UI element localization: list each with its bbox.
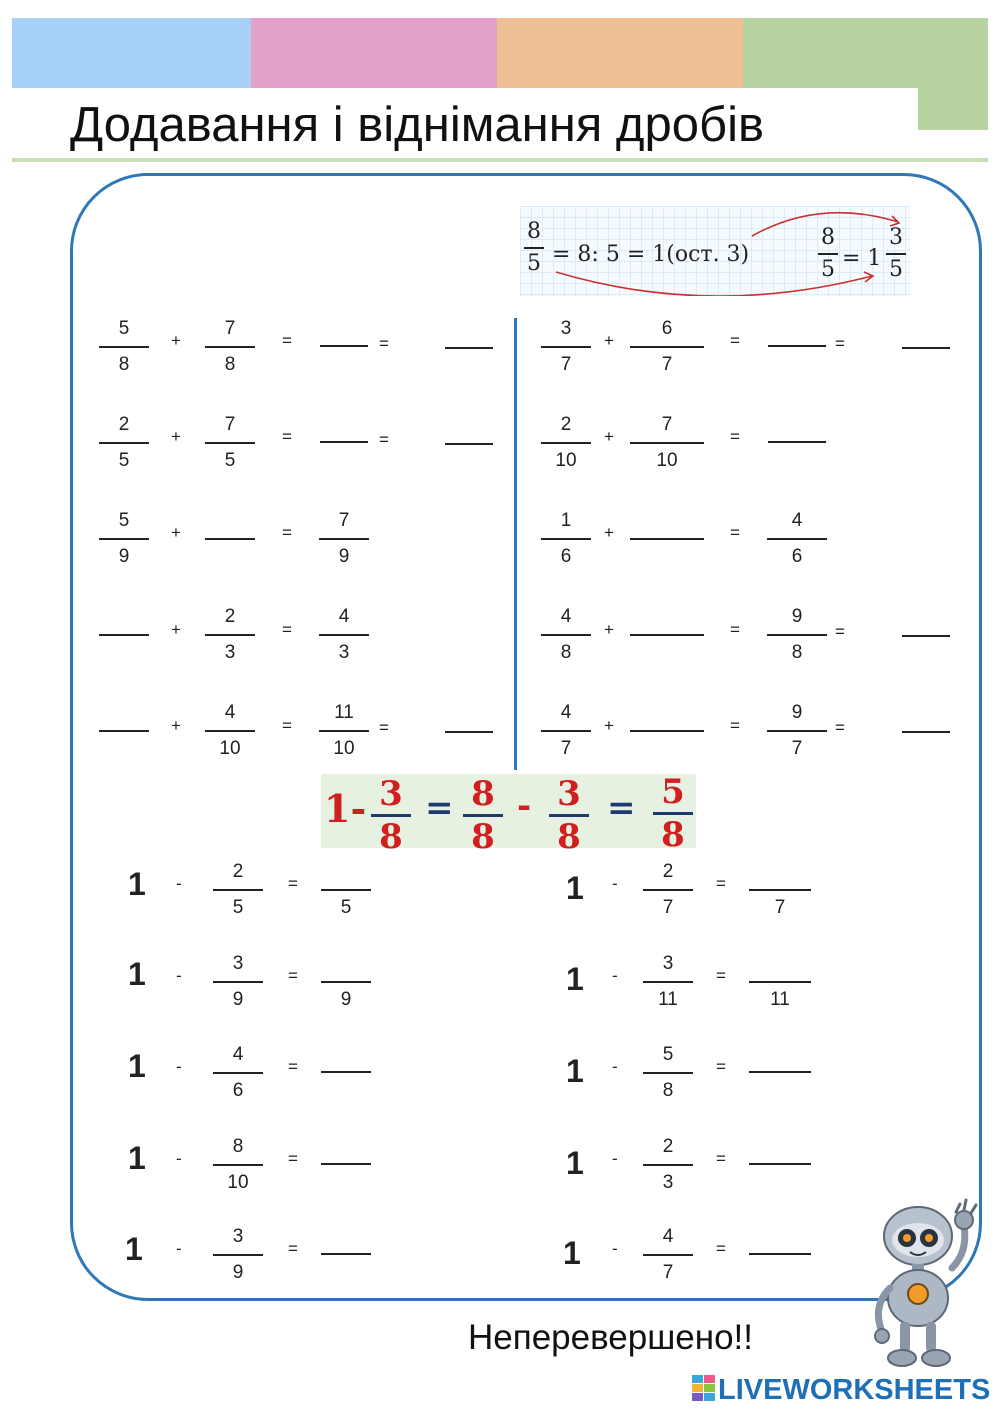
plus-sign: + <box>604 620 614 639</box>
answer-blank[interactable] <box>99 634 149 636</box>
whole-one: 1 <box>566 961 584 997</box>
plus-sign: + <box>171 716 181 735</box>
plus-sign: + <box>604 716 614 735</box>
whole-one: 1 <box>566 870 584 906</box>
liveworksheets-logo-text[interactable]: LIVEWORKSHEETS <box>718 1374 991 1406</box>
fraction: 4 3 <box>319 606 369 664</box>
equals-sign: = <box>835 334 845 353</box>
equals-sign: = <box>282 716 292 735</box>
page-title: Додавання і віднімання дробів <box>70 98 764 152</box>
answer-blank[interactable] <box>205 538 255 540</box>
banner-fraction-2: 8 8 <box>461 777 505 854</box>
example-division-text: = 8: 5 = 1(ост. 3) <box>552 242 750 267</box>
numerator: 3 <box>889 225 903 250</box>
answer-blank[interactable] <box>321 1253 371 1255</box>
answer-blank[interactable] <box>445 731 493 733</box>
fraction: 4 8 <box>541 606 591 664</box>
fraction: 7 9 <box>319 510 369 568</box>
fraction: 2 10 <box>541 414 591 472</box>
answer-blank[interactable] <box>320 441 368 443</box>
fraction: 4 7 <box>643 1226 693 1284</box>
equals-sign: = <box>288 966 298 985</box>
equals-sign: = <box>716 1057 726 1076</box>
answer-blank[interactable] <box>902 731 950 733</box>
answer-blank[interactable] <box>630 538 704 540</box>
denominator: 5 <box>527 250 541 276</box>
answer-blank[interactable] <box>768 441 826 443</box>
equals-sign: = <box>716 966 726 985</box>
answer-fraction[interactable]: 7 <box>749 861 811 919</box>
fraction: 2 7 <box>643 861 693 919</box>
plus-sign: + <box>171 523 181 542</box>
example-equals-whole: = 1 <box>842 246 882 271</box>
answer-blank[interactable] <box>321 1071 371 1073</box>
plus-sign: + <box>604 427 614 446</box>
robot-mascot-icon <box>856 1196 986 1376</box>
numerator: 8 <box>527 219 541 244</box>
example-arrows <box>520 206 910 296</box>
answer-blank[interactable] <box>630 634 704 636</box>
equals-sign: = <box>282 331 292 350</box>
answer-fraction[interactable]: 9 <box>321 953 371 1011</box>
answer-blank[interactable] <box>445 443 493 445</box>
equals-sign: = <box>730 427 740 446</box>
minus-sign: - <box>176 1057 182 1076</box>
answer-blank[interactable] <box>749 1163 811 1165</box>
whole-one: 1 <box>128 866 146 902</box>
fraction: 3 11 <box>643 953 693 1011</box>
equals-sign: = <box>288 1239 298 1258</box>
fraction: 7 5 <box>205 414 255 472</box>
equals-sign: = <box>288 1057 298 1076</box>
minus-sign: - <box>176 966 182 985</box>
equals-sign: = <box>730 620 740 639</box>
whole-one: 1 <box>128 1140 146 1176</box>
equals-sign: = <box>835 718 845 737</box>
fraction: 2 3 <box>205 606 255 664</box>
plus-sign: + <box>604 331 614 350</box>
plus-sign: + <box>604 523 614 542</box>
whole-one: 1 <box>125 1231 143 1267</box>
header-band-green <box>743 18 988 88</box>
plus-sign: + <box>171 331 181 350</box>
banner-fraction-3: 3 8 <box>547 777 591 854</box>
answer-blank[interactable] <box>768 345 826 347</box>
minus-sign: - <box>612 966 618 985</box>
fraction: 4 6 <box>767 510 827 568</box>
equals-sign: = <box>288 874 298 893</box>
fraction: 5 9 <box>99 510 149 568</box>
fraction: 2 5 <box>99 414 149 472</box>
header-band-blue <box>12 18 251 88</box>
fraction: 5 8 <box>99 318 149 376</box>
answer-blank[interactable] <box>320 345 368 347</box>
denominator: 5 <box>821 256 835 282</box>
fraction: 5 8 <box>643 1044 693 1102</box>
title-underline <box>12 158 988 162</box>
fraction: 11 10 <box>319 702 369 760</box>
fraction: 3 7 <box>541 318 591 376</box>
fraction: 8 10 <box>213 1136 263 1194</box>
answer-blank[interactable] <box>630 730 704 732</box>
fraction: 2 5 <box>213 861 263 919</box>
minus-sign: - <box>176 1239 182 1258</box>
whole-one: 1 <box>563 1235 581 1271</box>
equals-sign: = <box>282 427 292 446</box>
fraction: 4 10 <box>205 702 255 760</box>
banner-fraction-1: 3 8 <box>369 777 413 854</box>
fraction: 3 9 <box>213 953 263 1011</box>
banner-fraction-4: 5 8 <box>651 775 695 852</box>
column-divider <box>514 318 517 770</box>
fraction: 4 6 <box>213 1044 263 1102</box>
equals-sign: = <box>730 716 740 735</box>
minus-sign: - <box>176 874 182 893</box>
minus-sign: - <box>612 1149 618 1168</box>
equals-sign: = <box>730 331 740 350</box>
fraction: 1 6 <box>541 510 591 568</box>
equals-sign: = <box>288 1149 298 1168</box>
banner-equals-1: = <box>425 788 454 828</box>
banner-equals-2: = <box>607 788 636 828</box>
whole-one: 1 <box>128 956 146 992</box>
equals-sign: = <box>716 1149 726 1168</box>
fraction: 2 3 <box>643 1136 693 1194</box>
minus-sign: - <box>176 1149 182 1168</box>
equals-sign: = <box>379 430 389 449</box>
minus-sign: - <box>612 1239 618 1258</box>
equals-sign: = <box>835 622 845 641</box>
equals-sign: = <box>730 523 740 542</box>
whole-one: 1 <box>128 1048 146 1084</box>
equals-sign: = <box>282 620 292 639</box>
whole-one: 1 <box>566 1053 584 1089</box>
plus-sign: + <box>171 620 181 639</box>
banner-one-minus: 1- <box>324 786 367 831</box>
minus-sign: - <box>612 1057 618 1076</box>
fraction: 3 9 <box>213 1226 263 1284</box>
fraction: 6 7 <box>630 318 704 376</box>
fraction: 7 8 <box>205 318 255 376</box>
equals-sign: = <box>379 718 389 737</box>
liveworksheets-logo-icon <box>692 1375 716 1403</box>
header-band-green-tail <box>918 88 988 130</box>
banner-minus: - <box>517 786 532 826</box>
equals-sign: = <box>716 874 726 893</box>
denominator: 5 <box>889 256 903 282</box>
numerator: 8 <box>821 225 835 250</box>
header-band-pink <box>251 18 497 88</box>
answer-blank[interactable] <box>99 730 149 732</box>
answer-fraction[interactable]: 11 <box>749 953 811 1011</box>
fraction: 4 7 <box>541 702 591 760</box>
fraction: 7 10 <box>630 414 704 472</box>
closing-praise-text: Неперевершено!! <box>468 1318 754 1357</box>
answer-blank[interactable] <box>902 635 950 637</box>
example-improper-fraction <box>520 206 910 296</box>
answer-blank[interactable] <box>749 1071 811 1073</box>
answer-blank[interactable] <box>321 1163 371 1165</box>
fraction: 9 7 <box>767 702 827 760</box>
answer-blank[interactable] <box>445 347 493 349</box>
subtraction-example-banner <box>321 772 696 857</box>
equals-sign: = <box>282 523 292 542</box>
fraction: 9 8 <box>767 606 827 664</box>
header-band-orange <box>497 18 743 88</box>
equals-sign: = <box>379 334 389 353</box>
whole-one: 1 <box>566 1145 584 1181</box>
plus-sign: + <box>171 427 181 446</box>
answer-fraction[interactable]: 5 <box>321 861 371 919</box>
equals-sign: = <box>716 1239 726 1258</box>
minus-sign: - <box>612 874 618 893</box>
answer-blank[interactable] <box>902 347 950 349</box>
answer-blank[interactable] <box>749 1253 811 1255</box>
